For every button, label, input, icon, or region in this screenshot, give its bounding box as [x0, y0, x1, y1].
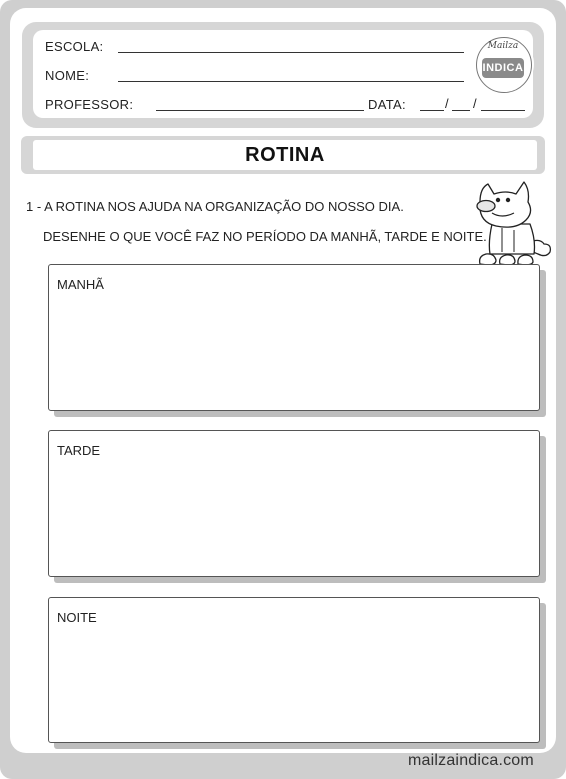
- page-title: ROTINA: [245, 144, 325, 166]
- school-label: ESCOLA:: [45, 39, 104, 54]
- night-label: NOITE: [57, 610, 97, 625]
- footer-website: mailzaindica.com: [408, 752, 534, 769]
- school-field[interactable]: [118, 52, 464, 53]
- logo-main-text: INDICA: [482, 58, 524, 78]
- question-line-2: DESENHE O QUE VOCÊ FAZ NO PERÍODO DA MANHÃ, TARDE E NOITE.: [43, 229, 487, 244]
- name-field[interactable]: [118, 81, 464, 82]
- afternoon-label: TARDE: [57, 443, 101, 458]
- date-separator: /: [473, 96, 477, 111]
- logo-script-text: Mailza: [487, 41, 519, 51]
- teacher-field[interactable]: [156, 110, 364, 111]
- morning-drawing-box[interactable]: [48, 264, 540, 411]
- date-label: DATA:: [368, 97, 406, 112]
- cat-illustration: [466, 180, 558, 270]
- name-label: NOME:: [45, 68, 90, 83]
- date-day-field[interactable]: [420, 110, 444, 111]
- night-drawing-box[interactable]: [48, 597, 540, 743]
- logo-badge: [472, 35, 534, 93]
- afternoon-drawing-box[interactable]: [48, 430, 540, 577]
- date-separator: /: [445, 96, 449, 111]
- teacher-label: PROFESSOR:: [45, 97, 134, 112]
- question-line-1: 1 - A ROTINA NOS AJUDA NA ORGANIZAÇÃO DO NOSSO DIA.: [26, 199, 404, 214]
- morning-label: MANHÃ: [57, 277, 104, 292]
- date-month-field[interactable]: [452, 110, 470, 111]
- date-year-field[interactable]: [481, 110, 525, 111]
